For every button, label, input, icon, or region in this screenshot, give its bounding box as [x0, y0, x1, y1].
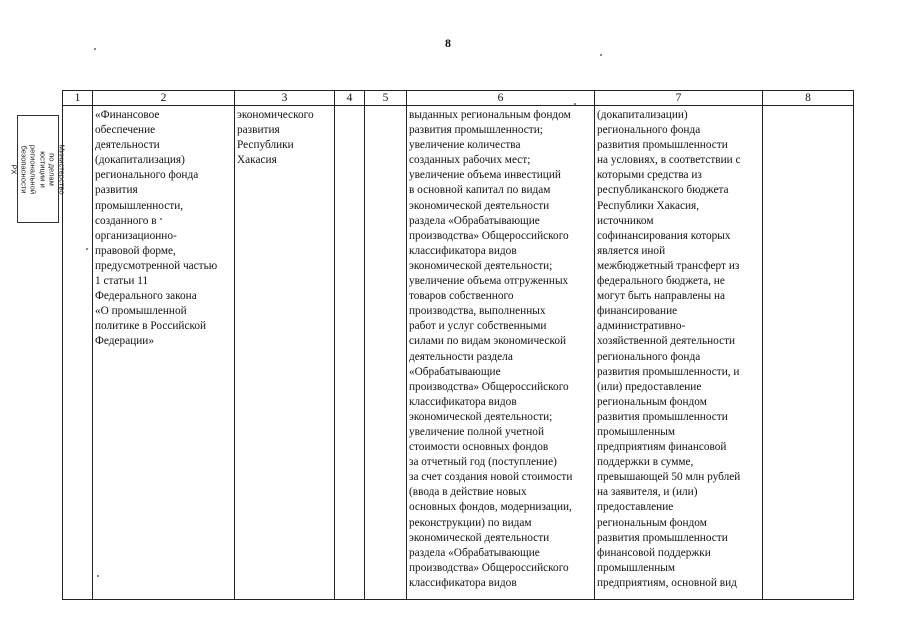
scan-speck [94, 48, 96, 50]
column-header: 5 [365, 91, 407, 106]
table-header-row [63, 91, 854, 106]
cell-responsible: экономического развития Республики Хакасия [235, 106, 335, 600]
cell-measure-name: «Финансовое обеспечение деятельности (докапитализация) регионального фонда развития промышленности, созданного в организационно- правовой форме, предусмотренной частью 1 статьи 11 Федерального закона «О промышленной политике в Российской Федерации» [93, 106, 235, 600]
scan-speck [574, 103, 576, 105]
registration-stamp [10, 115, 67, 223]
cell-expected-result: выданных региональным фондом развития промышленности; увеличение количества созданных рабочих мест; увеличение объема инвестиций в основной капитал по видам экономической деятельности раздела «Обрабатывающие производства» Общероссийского классификатора видов экономической деятельности; увеличение объема отгруженных товаров собственного производства, выполненных работ и услуг собственными силами по видам экономической деятельности раздела «Обрабатывающие производства» Общероссийского классификатора видов экономической деятельности; увеличение полной учетной стоимости основных фондов за отчетный год (поступление) за счет создания новой стоимости (ввода в действие новых основных фондов, модернизации, реконструкции) по видам экономической деятельности раздела «Обрабатывающие производства» Общероссийского классификатора видов [407, 106, 595, 600]
stamp-line: безопасности РХ [10, 144, 29, 193]
page-number: 8 [445, 36, 451, 50]
document-table [62, 90, 854, 600]
cell-end [365, 106, 407, 600]
cell-notes [763, 106, 854, 600]
column-header: 4 [335, 91, 365, 106]
column-header: 6 [407, 91, 595, 106]
cell-start [335, 106, 365, 600]
cell-conditions: (докапитализации) регионального фонда развития промышленности на условиях, в соответствии с которыми средства из республиканского бюджета Республики Хакасия, источником софинансирования которых является иной межбюджетный трансферт из федерального бюджета, не могут быть направлены на финансирование административно- хозяйственной деятельности регионального фонда развития промышленности, и (или) предоставление региональным фондом развития промышленности промышленным предприятиям финансовой поддержки в сумме, превышающей 50 млн рублей на заявителя, и (или) предоставление региональным фондом развития промышленности финансовой поддержки промышленным предприятиям, основной вид [595, 106, 763, 600]
column-header: 7 [595, 91, 763, 106]
scan-speck [97, 575, 99, 577]
column-header: 1 [63, 91, 93, 106]
stamp-line: юстиции и региональной [29, 144, 48, 194]
scan-speck [600, 54, 602, 56]
column-header: 2 [93, 91, 235, 106]
scan-speck [86, 248, 88, 250]
column-header: 8 [763, 91, 854, 106]
scan-speck [160, 218, 162, 220]
stamp-text [10, 144, 67, 194]
stamp-line: Министерство по делам [48, 143, 67, 195]
cell-number [63, 106, 93, 600]
table-row [63, 106, 854, 600]
column-header: 3 [235, 91, 335, 106]
